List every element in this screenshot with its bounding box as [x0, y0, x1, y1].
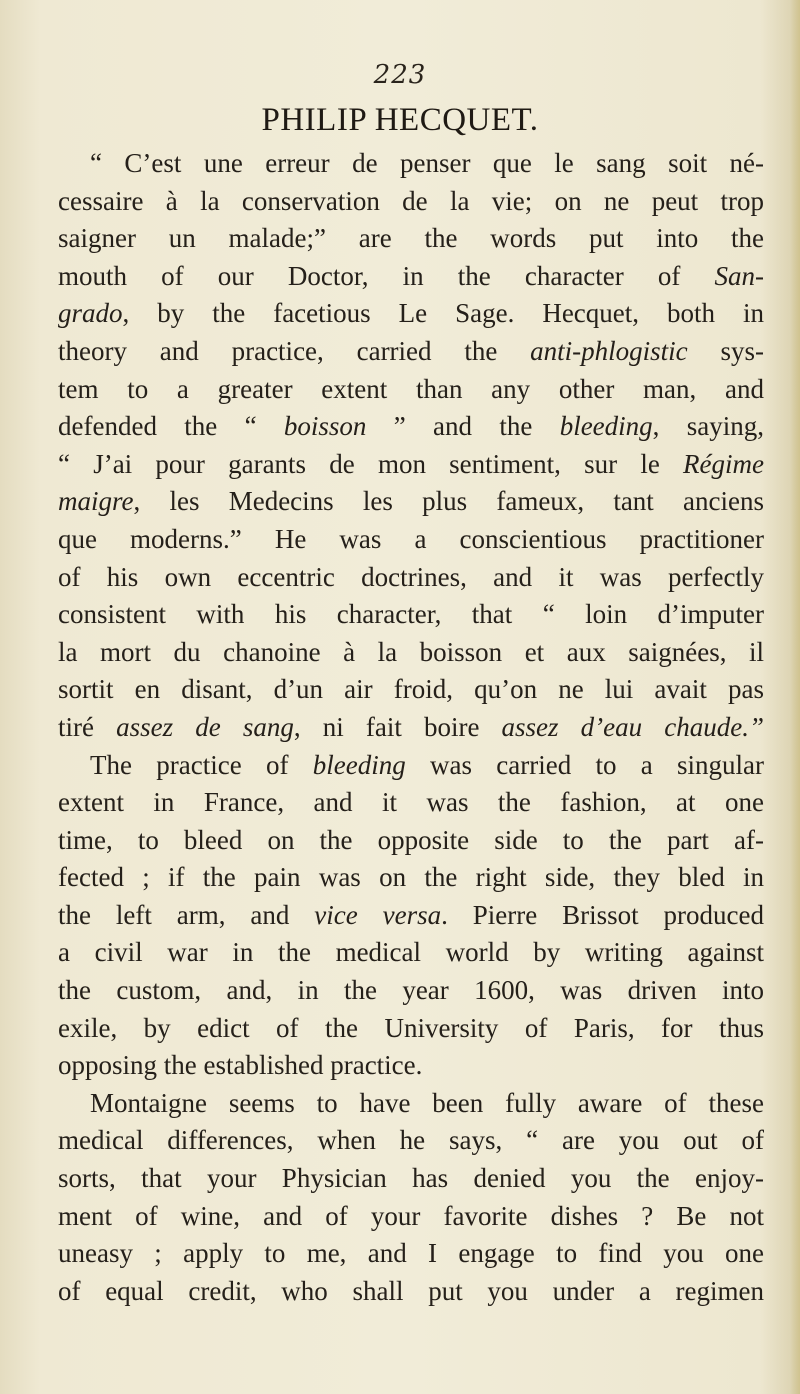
text-span: , saying,: [652, 411, 764, 442]
italic-span: anti-phlogistic: [530, 335, 688, 366]
italic-span: grado: [58, 298, 123, 329]
text-line: [58, 1235, 764, 1273]
text-line: [58, 446, 764, 484]
text-line: [58, 258, 764, 296]
text-line: [58, 295, 764, 333]
text-span: sys-: [687, 335, 764, 366]
text-line: [58, 521, 764, 559]
text-line: [58, 859, 764, 897]
text-line: [58, 483, 764, 521]
text-span: defended the “: [58, 411, 284, 442]
text-line: [58, 183, 764, 221]
text-line: [58, 333, 764, 371]
italic-span: bleeding: [312, 749, 406, 780]
italic-span: Régime: [683, 448, 764, 479]
text-line: [58, 709, 764, 747]
italic-span: bleeding: [559, 411, 653, 442]
text-line: [58, 1085, 764, 1123]
text-line: [58, 1047, 764, 1085]
text-line: [58, 784, 764, 822]
text-span: tem to a greater extent than any other man, and: [58, 373, 764, 404]
italic-span: maigre: [58, 486, 134, 517]
text-line: [58, 1122, 764, 1160]
text-span: ment of wine, and of your favorite dishes ? Be not: [58, 1200, 764, 1231]
italic-span: vice versa: [314, 899, 442, 930]
text-span: sortit en disant, d’un air froid, qu’on ne lui avait pas: [58, 674, 764, 705]
page-number: 223: [373, 60, 427, 90]
italic-span: boisson: [283, 411, 367, 442]
text-line: [58, 371, 764, 409]
text-line: [58, 634, 764, 672]
text-line: [58, 1198, 764, 1236]
text-line: [58, 972, 764, 1010]
text-span: Montaigne seems to have been fully aware of these: [90, 1087, 764, 1118]
italic-span: San-: [714, 260, 764, 291]
italic-span: assez d’eau chaude.”: [501, 711, 765, 742]
text-line: [58, 596, 764, 634]
text-span: “ J’ai pour garants de mon sentiment, sur le: [58, 448, 684, 479]
text-span: uneasy ; apply to me, and I engage to find you one: [58, 1238, 764, 1269]
body-text: [58, 145, 764, 1310]
text-span: , by the facetious Le Sage. Hecquet, both in: [122, 298, 764, 329]
running-head: PHILIP HECQUET.: [261, 102, 539, 138]
text-span: of his own eccentric doctrines, and it was perfectly: [58, 561, 764, 592]
text-span: the custom, and, in the year 1600, was driven into: [58, 975, 764, 1006]
text-span: theory and practice, carried the: [58, 335, 531, 366]
text-span: , ni fait boire: [293, 711, 502, 742]
text-line: [58, 1160, 764, 1198]
text-span: was carried to a singular: [405, 749, 764, 780]
text-line: [58, 747, 764, 785]
text-span: the left arm, and: [58, 899, 315, 930]
text-span: exile, by edict of the University of Paris, for thus: [58, 1012, 764, 1043]
text-span: fected ; if the pain was on the right side, they bled in: [58, 862, 764, 893]
text-span: “ C’est une erreur de penser que le sang soit né-: [90, 148, 764, 178]
text-span: , les Medecins les plus fameux, tant anciens: [133, 486, 764, 517]
text-span: sorts, that your Physician has denied you the enjoy-: [58, 1163, 764, 1194]
text-span: saigner un malade;” are the words put into the: [58, 223, 764, 254]
text-span: extent in France, and it was the fashion, at one: [58, 787, 764, 818]
text-span: a civil war in the medical world by writing against: [58, 937, 764, 968]
text-line: [58, 822, 764, 860]
text-line: [58, 220, 764, 258]
text-line: [58, 897, 764, 935]
text-line: [58, 559, 764, 597]
italic-span: assez de sang: [116, 711, 294, 742]
text-line: [58, 145, 764, 183]
text-line: [58, 1273, 764, 1311]
text-span: ” and the: [366, 411, 560, 442]
text-span: of equal credit, who shall put you under a regimen: [58, 1275, 764, 1306]
text-span: cessaire à la conservation de la vie; on ne peut trop: [58, 185, 764, 216]
text-span: la mort du chanoine à la boisson et aux saignées, il: [58, 636, 764, 667]
text-span: . Pierre Brissot produced: [441, 899, 764, 930]
text-line: [58, 408, 764, 446]
page-edge-shadow: [790, 0, 800, 1394]
text-span: consistent with his character, that “ loin d’imputer: [58, 599, 764, 630]
text-span: opposing the established practice.: [58, 1050, 423, 1081]
text-line: [58, 671, 764, 709]
text-line: [58, 1010, 764, 1048]
text-span: tiré: [58, 711, 117, 742]
text-span: The practice of: [90, 749, 313, 780]
text-span: que moderns.” He was a conscientious practitioner: [58, 523, 764, 554]
text-line: [58, 934, 764, 972]
text-span: medical differences, when he says, “ are you out of: [58, 1125, 764, 1156]
text-span: mouth of our Doctor, in the character of: [58, 260, 715, 291]
text-span: time, to bleed on the opposite side to the part af-: [58, 824, 764, 855]
